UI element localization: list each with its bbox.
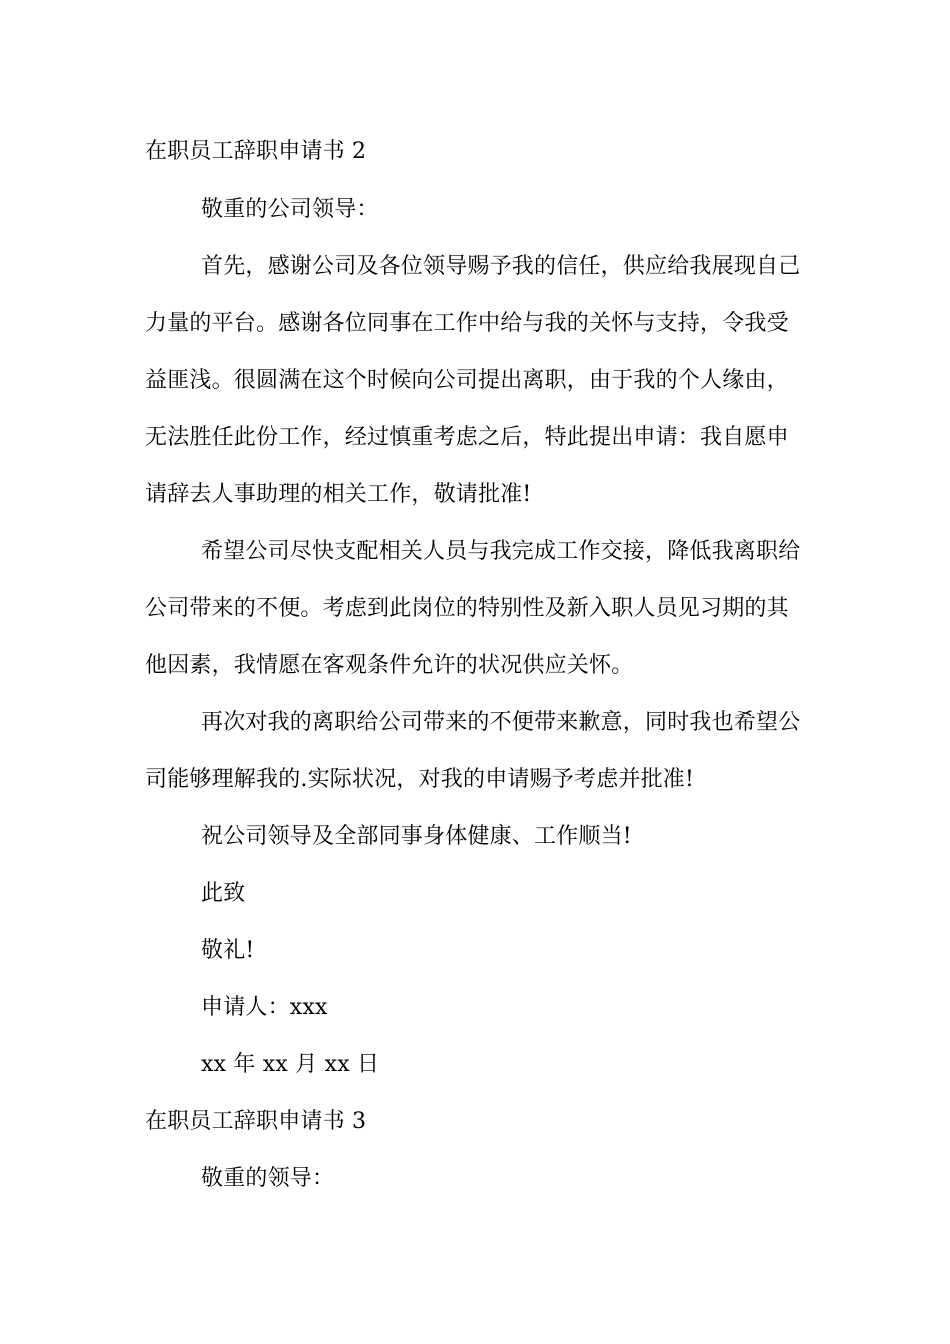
paragraph-1-line-2: 力量的平台。感谢各位同事在工作中给与我的关怀与支持，令我受 <box>145 311 789 336</box>
salutation: 敬重的公司领导： <box>201 197 379 222</box>
date-line: xx 年 xx 月 xx 日 <box>201 1052 380 1077</box>
wishes-line: 祝公司领导及全部同事身体健康、工作顺当! <box>201 824 632 849</box>
section-title-3: 在职员工辞职申请书 3 <box>145 1109 367 1134</box>
section-title-2: 在职员工辞职申请书 2 <box>145 139 367 164</box>
paragraph-1-line-1: 首先，感谢公司及各位领导赐予我的信任，供应给我展现自己 <box>201 254 801 279</box>
paragraph-3-line-1: 再次对我的离职给公司带来的不便带来歉意，同时我也希望公 <box>201 710 801 735</box>
paragraph-2-line-1: 希望公司尽快支配相关人员与我完成工作交接，降低我离职给 <box>201 539 801 564</box>
paragraph-1-line-3: 益匪浅。很圆满在这个时候向公司提出离职，由于我的个人缘由， <box>145 368 789 393</box>
paragraph-2-line-3: 他因素，我情愿在客观条件允许的状况供应关怀。 <box>145 653 634 678</box>
closing-line-1: 此致 <box>201 881 246 906</box>
paragraph-1-line-5: 请辞去人事助理的相关工作，敬请批准! <box>145 482 532 507</box>
paragraph-3-line-2: 司能够理解我的.实际状况，对我的申请赐予考虑并批准! <box>145 767 695 792</box>
paragraph-2-line-2: 公司带来的不便。考虑到此岗位的特别性及新入职人员见习期的其 <box>145 596 789 621</box>
paragraph-1-line-4: 无法胜任此份工作，经过慎重考虑之后，特此提出申请：我自愿申 <box>145 425 789 450</box>
closing-line-2: 敬礼! <box>201 938 255 963</box>
salutation-3: 敬重的领导： <box>201 1166 335 1191</box>
applicant-line: 申请人：xxx <box>201 995 328 1020</box>
